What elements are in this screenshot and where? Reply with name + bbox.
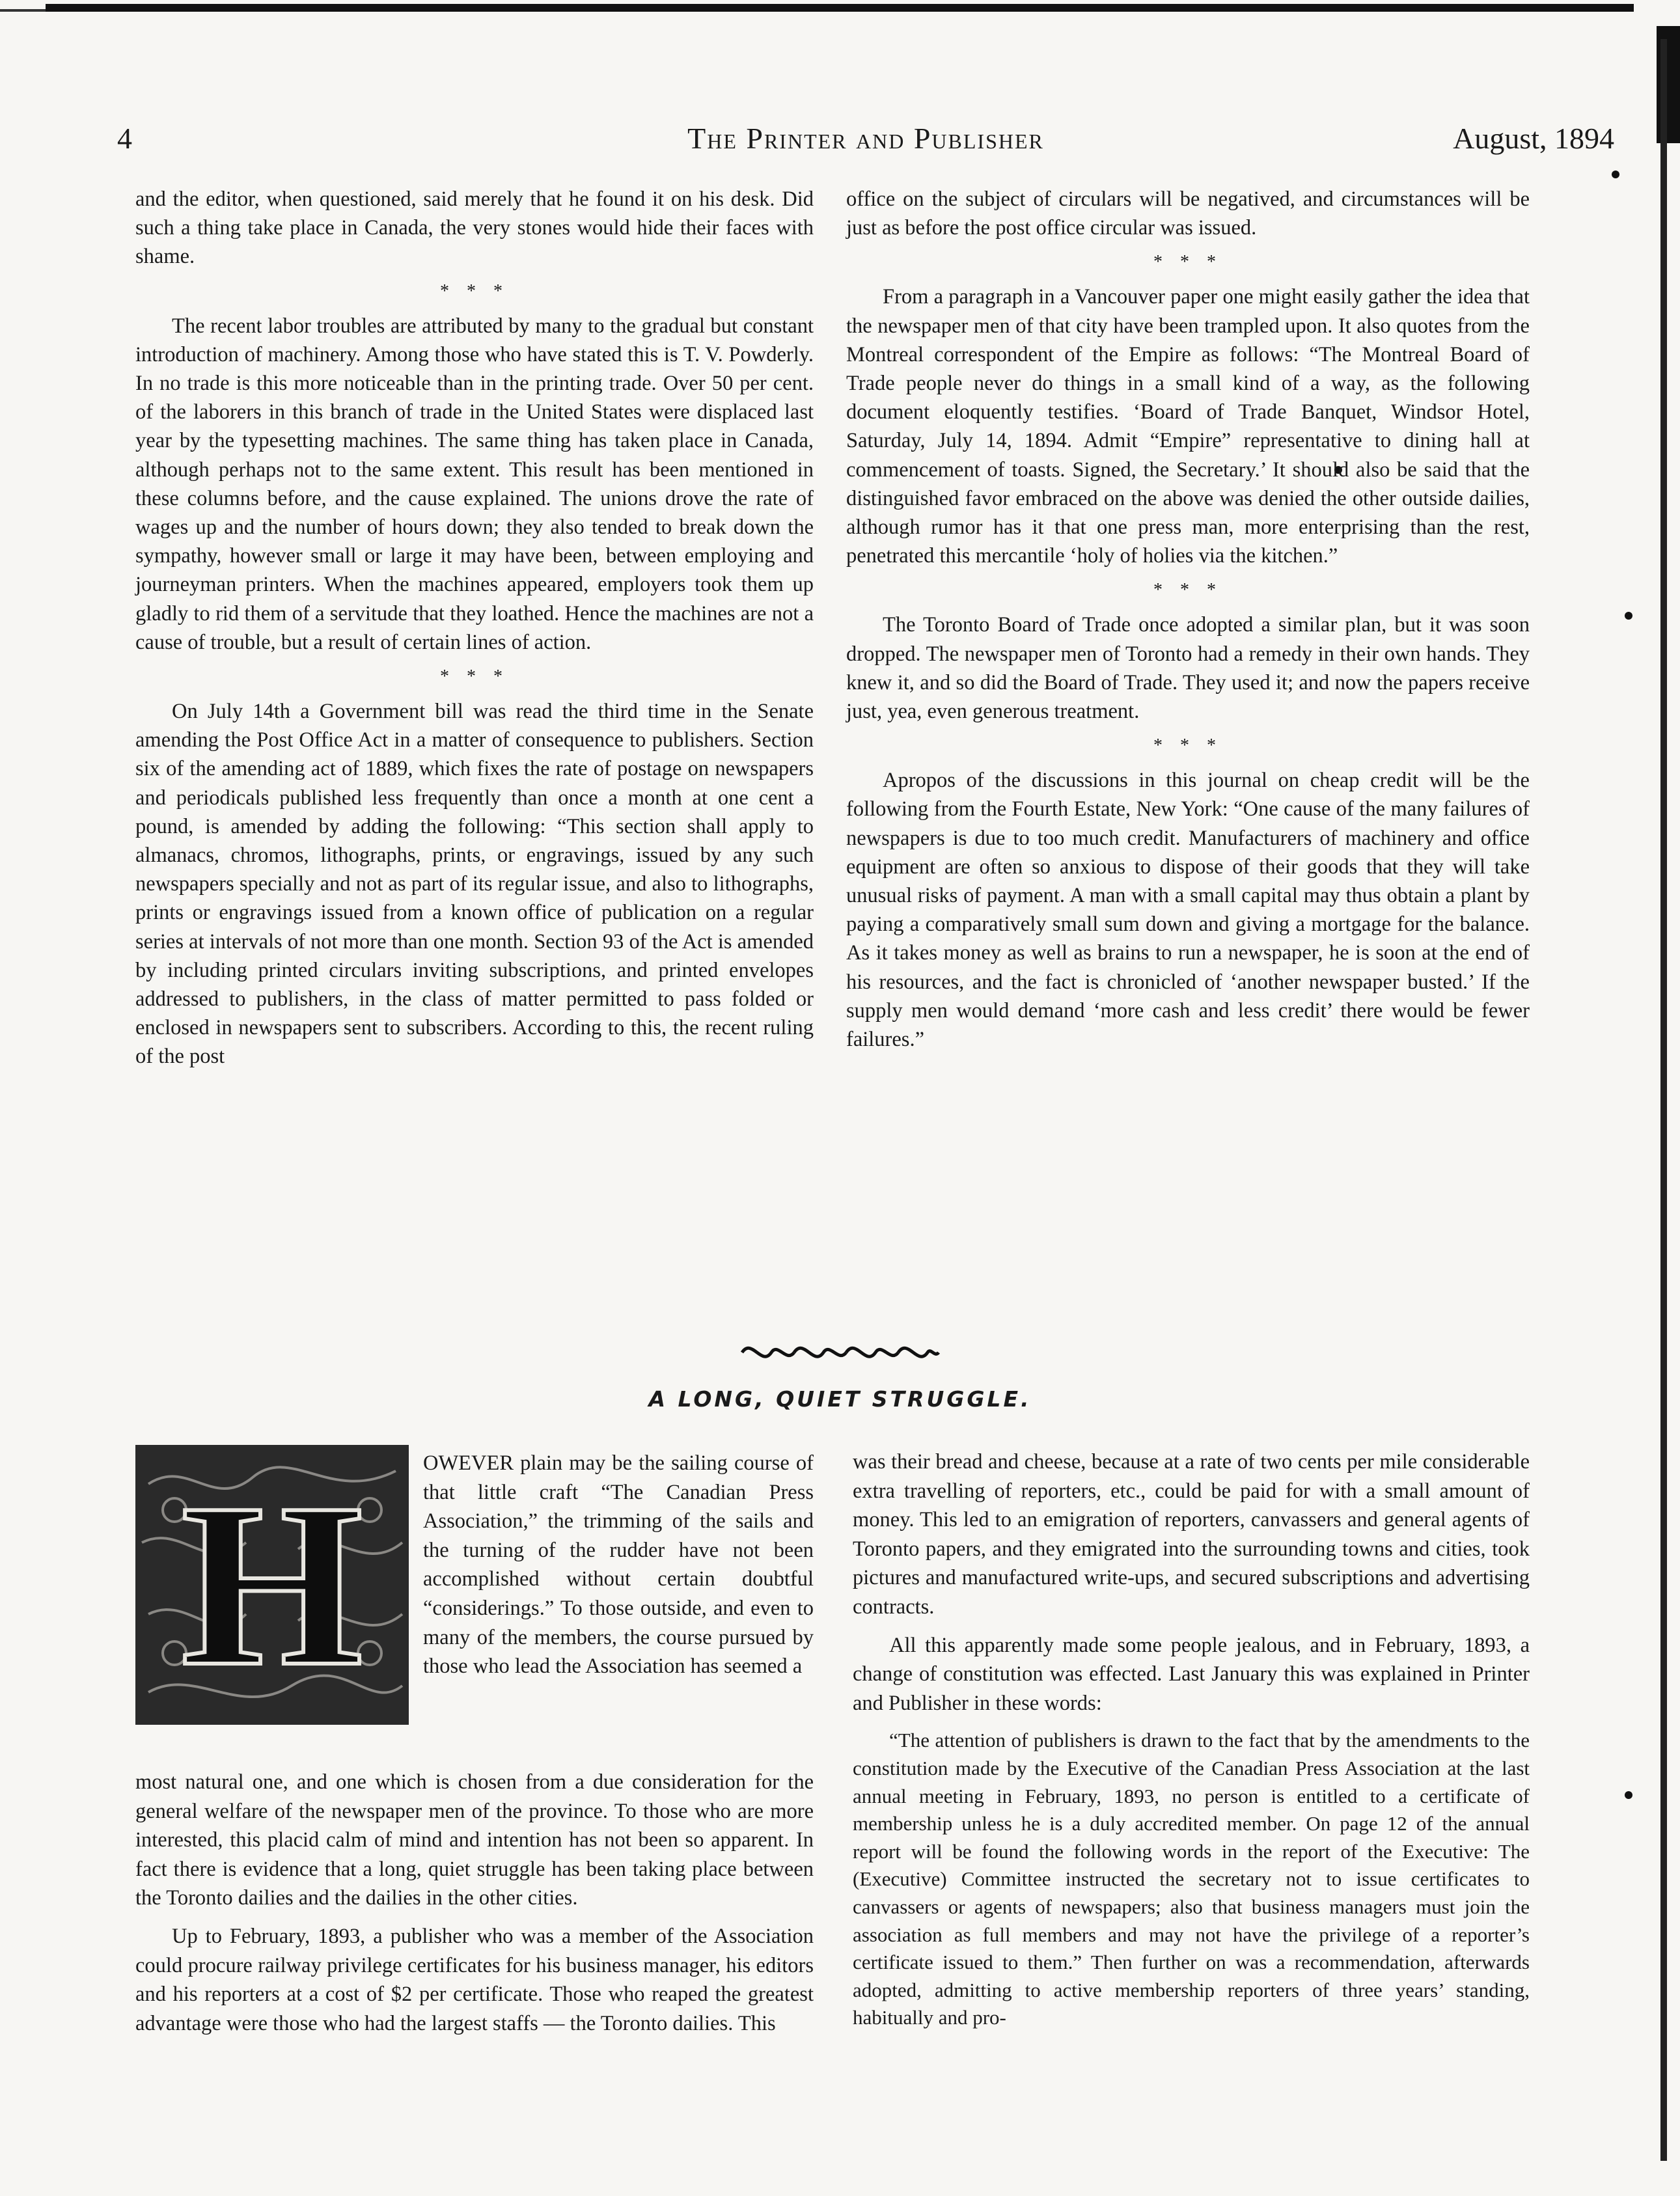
paragraph: On July 14th a Government bill was read the third time in the Senate amending the Post Office Act in a matter of consequence to publishers. Section six of the amending act of 1889, which fixes the rate of postage on newspapers and periodicals published less frequently than once a month at one cent a pound, is amended by adding the following: “This section shall apply to almanacs, chromos, lithographs, prints, or engravings, issued by any such newspapers specially and not as part of its regular issue, and also to lithographs, prints or engravings issued from a known office of publication on a regular series at intervals of not more than one month. Section 93 of the Act is amended by including printed circulars inviting subscriptions, and printed envelopes addressed to publishers, in the class of matter permitted to pass folded or enclosed in newspapers sent to subscribers. According to this, the recent ruling of the post	[135, 700, 814, 1069]
page-number: 4	[117, 122, 132, 155]
issue-date: August, 1894	[1453, 122, 1614, 155]
paragraph: From a paragraph in a Vancouver paper one might easily gather the idea that the newspaper men of that city have been trampled upon. It also quotes from the Montreal correspondent of the Empire as follows: “The Montreal Board of Trade people never do things in a small kind of a way, as the following document eloquently testifies. ‘Board of Trade Banquet, Windsor Hotel, Saturday, July 14, 1894. Admit “Empire” representative to dining hall at commencement of toasts. Signed, the Secretary.’ It should also be said that the distinguished favor embraced on the above was denied the other outside dailies, although rumor has it that one press man, more enterprising than the rest, penetrated this mercantile ‘holy of holies via the kitchen.”	[846, 285, 1530, 568]
asterism-divider: * * *	[1153, 252, 1222, 273]
article-right-column	[853, 1448, 1530, 2032]
scan-speck	[1625, 1791, 1632, 1799]
asterism-divider: * * *	[440, 281, 509, 301]
asterism-divider: * * *	[440, 666, 509, 687]
paragraph: most natural one, and one which is chosen from a due consideration for the general welfare of the newspaper men of the province. To those who are more interested, this placid calm of mind and intention has not been so apparent. In fact there is evidence that a long, quiet struggle has been taking place between the Toronto dailies and the dailies in the other cities.	[135, 1770, 814, 1910]
paragraph: The recent labor troubles are attributed by many to the gradual but constant introduction of machinery. Among those who have stated this is T. V. Powderly. In no trade is this more noticeable than in the printing trade. Over 50 per cent. of the laborers in this branch of trade in the United States were displaced last year by the typesetting machines. The same thing has taken place in Canada, although perhaps not to the same extent. This result has been mentioned in these columns before, and the cause explained. The unions drove the rate of wages up and the number of hours down; they also tended to break down the sympathy, however small or large it may have been, between employing and journeyman printers. When the machines appeared, employers took them up gladly to rid them of a servitude that they loathed. Hence the machines are not a cause of trouble, but a result of certain lines of action.	[135, 314, 814, 654]
decorative-drop-cap	[135, 1445, 409, 1725]
paragraph: was their bread and cheese, because at a rate of two cents per mile considerable extra travelling of reporters, etc., could be paid for with a small amount of money. This led to an emigration of reporters, canvassers and general agents of Toronto papers, and they emigrated into the surrounding towns and cities, took pictures and manufactured write-ups, and secured subscriptions and advertising contracts.	[853, 1450, 1530, 1619]
ornament-divider	[736, 1334, 944, 1371]
scan-speck	[1625, 612, 1632, 620]
paragraph: Apropos of the discussions in this journal on cheap credit will be the following from the Fourth Estate, New York: “One cause of the many failures of newspapers is due to too much credit. Manufacturers of machinery and office equipment are often so anxious to dispose of their goods that they will take unusual risks of payment. A man with a small capital may thus obtain a plant by paying a comparatively small sum down and giving a mortgage for the balance. As it takes money as well as brains to run a newspaper, he is soon at the end of his resources, and the fact is chronicled of ‘another newspaper busted.’ If the supply men would demand ‘more cash and less credit’ there would be fewer failures.”	[846, 769, 1530, 1052]
asterism-divider: * * *	[1153, 580, 1222, 601]
running-title: The Printer and Publisher	[687, 122, 1044, 155]
paragraph: OWEVER plain may be the sailing course of that little craft “The Canadian Press Association,” the trimming of the sails and the turning of the rudder have not been accomplished without certain doubtful “considerings.” To those outside, and even to many of the members, the course pursued by those who lead the Association has seemed a	[423, 1451, 814, 1679]
paragraph: office on the subject of circulars will be negatived, and circumstances will be just as before the post office circular was issued.	[846, 187, 1530, 240]
top-border-rule	[0, 0, 1680, 18]
paragraph: The Toronto Board of Trade once adopted a similar plan, but it was soon dropped. The newspaper men of Toronto had a remedy in their own hands. They knew it, and so did the Board of Trade. They used it; and now the papers receive just, yea, even generous treatment.	[846, 613, 1530, 724]
scan-right-edge	[1657, 0, 1680, 2196]
right-column	[846, 185, 1530, 1054]
scan-edge-line	[1660, 39, 1667, 2161]
top-rule-bar	[46, 4, 1634, 12]
paragraph: and the editor, when questioned, said merely that he found it on his desk. Did such a thing take place in Canada, the very stones would hide their faces with shame.	[135, 187, 814, 269]
article-title: A LONG, QUIET STRUGGLE.	[648, 1386, 1032, 1412]
asterism-divider: * * *	[1153, 735, 1222, 756]
page-header	[117, 121, 1614, 173]
quoted-paragraph: “The attention of publishers is drawn to the fact that by the amendments to the constitution made by the Executive of the Canadian Press Association at the last annual meeting in February, 1893, no person is entitled to a certificate of membership unless he is a duly accredited member. On page 12 of the annual report will be found the following words in the report of the Executive: The (Executive) Committee instructed the secretary not to issue certificates to canvassers or agents of newspapers; also that business managers must join the association as full members and may not have the privilege of a reporter’s certificate issued to them.” Then further on was a recommendation, afterwards adopted, admitting to active membership reporters of three years’ standing, habitually and pro-	[853, 1729, 1530, 2029]
paragraph: All this apparently made some people jealous, and in February, 1893, a change of constitution was effected. Last January this was explained in Printer and Publisher in these words:	[853, 1633, 1530, 1715]
article-left-column	[135, 1768, 814, 2038]
left-column	[135, 185, 814, 1071]
paragraph: Up to February, 1893, a publisher who was a member of the Association could procure railway privilege certificates for his business manager, his editors and his reporters at a cost of $2 per certificate. Those who reaped the greatest advantage were those who had the largest staffs — the Toronto dailies. This	[135, 1924, 814, 2035]
article-opening	[423, 1449, 814, 1681]
drop-cap-letter: H	[180, 1455, 364, 1714]
